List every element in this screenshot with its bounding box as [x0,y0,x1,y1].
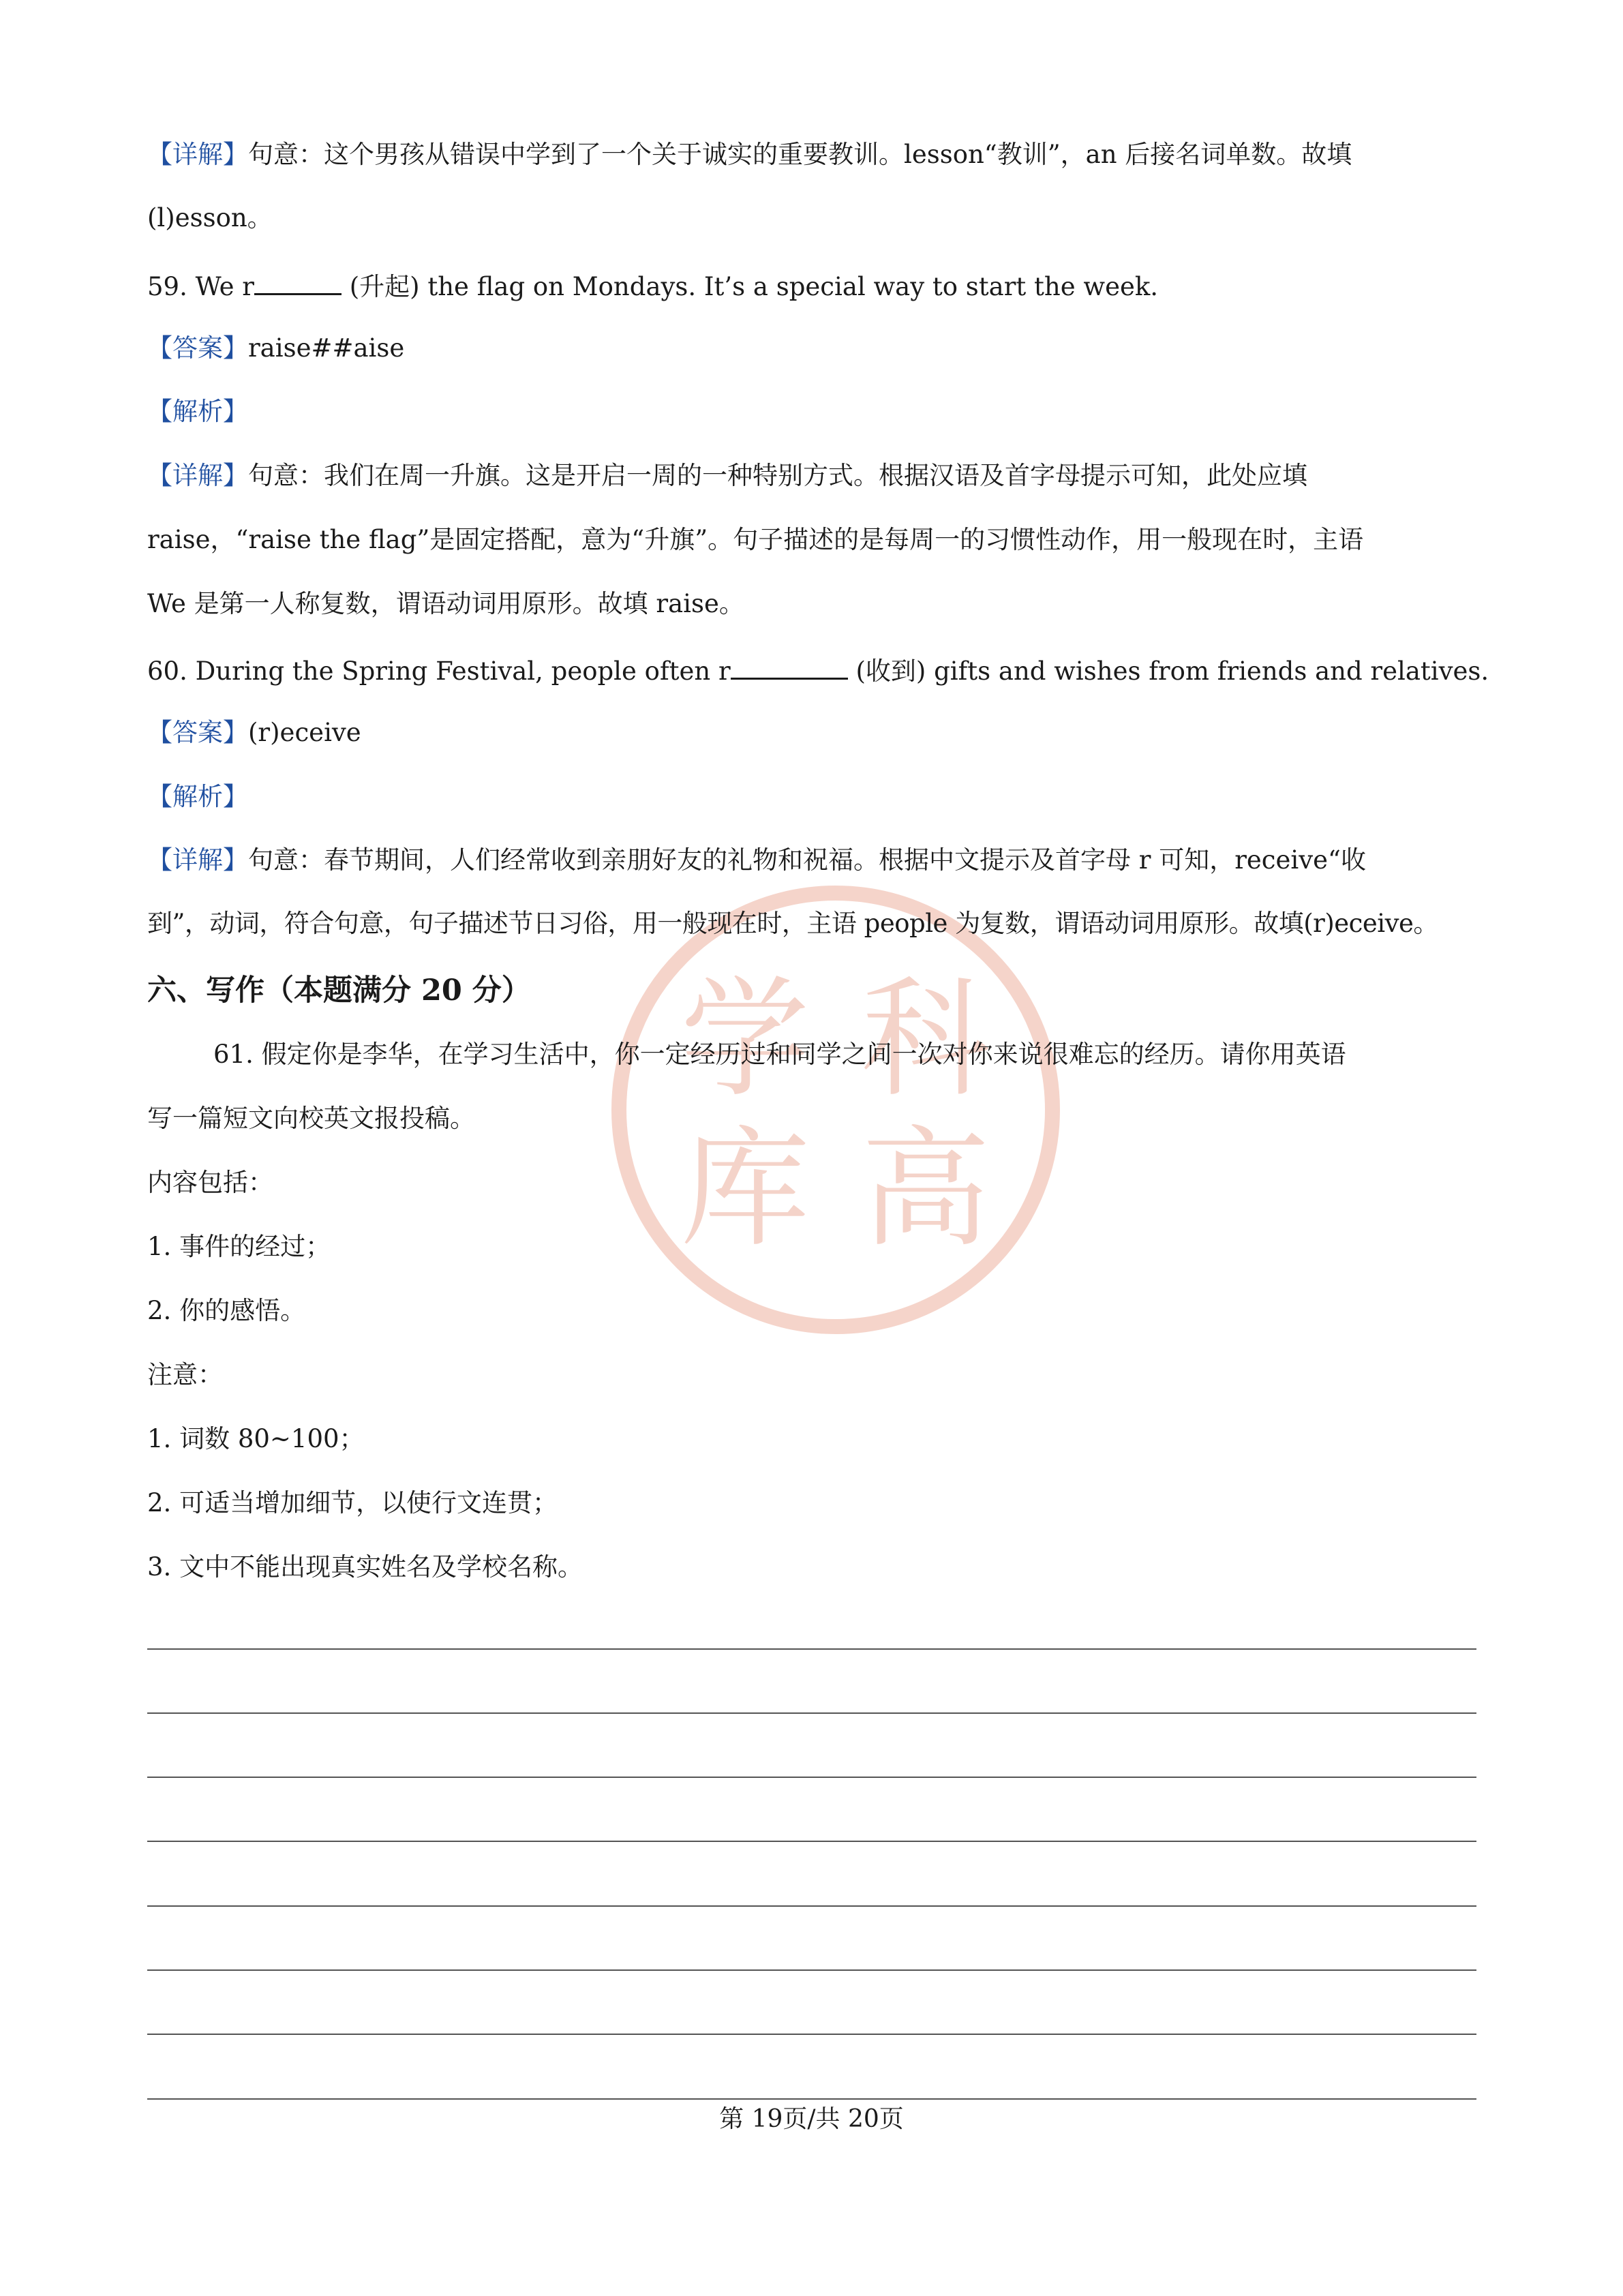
writing-line [147,1969,1476,1971]
section-heading: 六、写作（本题满分 20 分） [147,973,531,1008]
watermark-char-4: 高 [860,1114,991,1265]
q58-detail-tag: 【详解】 [147,140,248,169]
writing-line [147,1905,1476,1907]
watermark-seal [605,879,1066,1340]
notes-item-2: 2. 可适当增加细节，以使行文连贯； [147,1488,558,1517]
q59-detail-line-3: We 是第一人称复数，谓语动词用原形。故填 raise。 [147,589,744,618]
q59-question [147,269,1158,303]
q61-prompt-line-1: 61. 假定你是李华，在学习生活中，你一定经历过和同学之间一次对你来说很难忘的经历。请你用英语 [213,1040,1346,1069]
q59-detail-line-2: raise，“raise the flag”是固定搭配，意为“升旗”。句子描述的是每周一的习惯性动作，用一般现在时，主语 [147,525,1364,554]
q61-prompt-line-2: 写一篇短文向校英文报投稿。 [147,1104,475,1133]
q60-analysis-tag: 【解析】 [147,782,248,811]
watermark-char-1: 学 [680,964,810,1115]
content-label: 内容包括： [147,1168,273,1197]
q60-detail-text-1: 句意：春节期间，人们经常收到亲朋好友的礼物和祝福。根据中文提示及首字母 r 可知，receive“收 [248,845,1366,875]
q59-answer [147,333,404,363]
writing-line [147,1648,1476,1650]
q60-answer-text: (r)eceive [248,718,361,747]
notes-item-1: 1. 词数 80~100； [147,1424,365,1453]
q58-detail-text-1: 句意：这个男孩从错误中学到了一个关于诚实的重要教训。lesson“教训”，an 后接名词单数。故填 [248,140,1352,169]
content-item-1: 1. 事件的经过； [147,1232,331,1261]
q59-detail-line-1 [147,461,1307,491]
q59-answer-text: raise##aise [248,333,405,363]
watermark-char-3: 库 [680,1114,810,1265]
q59-detail-text-1: 句意：我们在周一升旗。这是开启一周的一种特别方式。根据汉语及首字母提示可知，此处应填 [248,461,1307,490]
writing-line [147,2034,1476,2035]
q59-question-pre: 59. We r [147,272,254,302]
q60-question-post: (收到) gifts and wishes from friends and relatives. [847,656,1489,686]
q59-analysis-tag: 【解析】 [147,397,248,426]
writing-line [147,1777,1476,1778]
notes-item-3: 3. 文中不能出现真实姓名及学校名称。 [147,1552,583,1582]
notes-label: 注意： [147,1360,223,1389]
q60-question-pre: 60. During the Spring Festival, people often r [147,656,731,686]
q60-question [147,654,1489,687]
writing-line [147,2098,1476,2100]
page-number: 第 19页/共 20页 [719,2105,904,2133]
q60-blank [731,654,848,680]
q58-detail-line-1 [147,140,1352,170]
q60-answer-tag: 【答案】 [147,718,248,747]
q59-blank [254,269,342,295]
q59-question-post: (升起) the flag on Mondays. It’s a special way to start the week. [341,272,1159,302]
writing-line [147,1841,1476,1842]
q60-detail-tag: 【详解】 [147,845,248,875]
q59-detail-tag: 【详解】 [147,461,248,490]
q58-detail-line-2: (l)esson。 [147,203,273,232]
q59-answer-tag: 【答案】 [147,333,248,363]
q60-detail-line-1 [147,845,1366,875]
content-item-2: 2. 你的感悟。 [147,1296,306,1325]
watermark-char-2: 科 [860,964,991,1115]
writing-line [147,1712,1476,1714]
q60-detail-line-2: 到”，动词，符合句意，句子描述节日习俗，用一般现在时，主语 people 为复数，谓语动词用原形。故填(r)eceive。 [147,909,1438,938]
q60-answer [147,718,361,748]
